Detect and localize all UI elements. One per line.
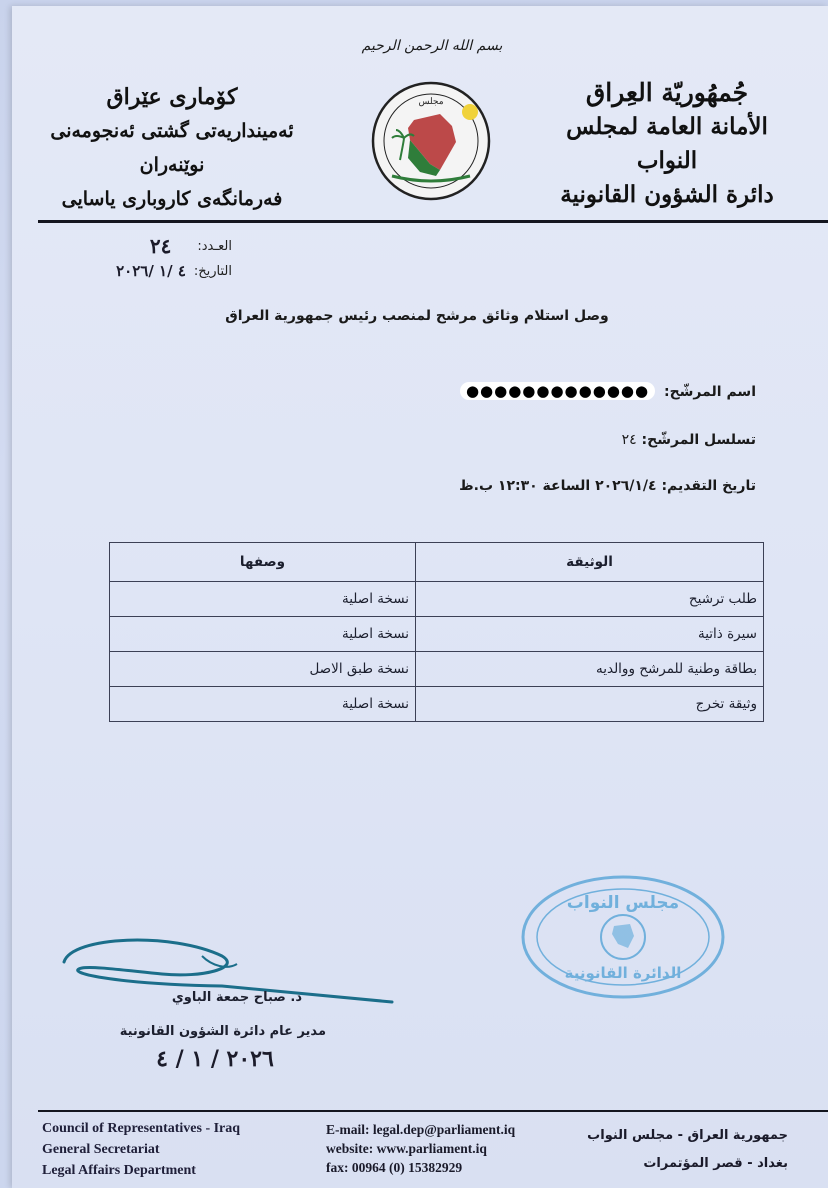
signature-date: ٢٠٢٦ / ١ / ٤ xyxy=(156,1046,274,1072)
candidate-sequence-label: تسلسل المرشّح: xyxy=(641,432,756,448)
table-cell-description: نسخة طبق الاصل xyxy=(110,652,416,687)
submission-date-value: ٢٠٢٦/١/٤ الساعة ١٢:٣٠ ب.ظ xyxy=(459,478,657,494)
arabic-department: دائرة الشؤون القانونية xyxy=(560,181,774,208)
kurdish-department: فەرمانگەی كاروباری یاسایی xyxy=(61,188,283,210)
signatory-title: مدير عام دائرة الشؤون القانونية xyxy=(119,1024,326,1039)
official-stamp-icon xyxy=(520,874,726,1000)
parliament-emblem-icon xyxy=(370,80,492,202)
footer-ar-line: جمهورية العراق - مجلس النواب xyxy=(587,1128,788,1143)
arabic-letterhead xyxy=(542,76,792,212)
number-value: ٢٤ xyxy=(149,234,172,258)
arabic-republic: جُمهُوريّة العِراق xyxy=(585,78,749,107)
table-cell-description: نسخة اصلية xyxy=(110,617,416,652)
footer-contact xyxy=(326,1120,576,1177)
stamp-bottom-text: الدائرة القانونية xyxy=(564,964,682,982)
candidate-name-row xyxy=(156,382,756,400)
svg-text:مجلس: مجلس xyxy=(418,97,444,107)
bismillah: بسم الله الرحمن الرحيم xyxy=(361,38,503,54)
footer-fax: fax: 00964 (0) 15382929 xyxy=(326,1160,463,1175)
submission-date-row xyxy=(156,478,756,494)
date-label: التاريخ: xyxy=(193,263,232,279)
header-divider xyxy=(38,220,828,223)
kurdish-secretariat: ئەمینداریەتی گشتی ئەنجومەنی نوێنەران xyxy=(50,120,294,176)
stamp-top-text: مجلس النواب xyxy=(566,893,680,913)
table-cell-document: طلب ترشيح xyxy=(416,582,764,617)
footer-en-line: Legal Affairs Department xyxy=(42,1163,196,1178)
arabic-secretariat: الأمانة العامة لمجلس النواب xyxy=(566,113,768,174)
document-title: وصل استلام وثائق مرشح لمنصب رئيس جمهورية العراق xyxy=(225,308,609,324)
candidate-sequence-value: ٢٤ xyxy=(621,432,637,448)
table-cell-document: وثيقة تخرج xyxy=(416,687,764,722)
footer-arabic xyxy=(568,1122,788,1178)
kurdish-republic: كۆماری عێراق xyxy=(106,84,238,110)
candidate-name-label: اسم المرشّح: xyxy=(663,384,756,400)
table-header-description: وصفها xyxy=(110,543,416,582)
submission-date-label: تاريخ التقديم: xyxy=(661,478,756,494)
table-row xyxy=(110,617,764,652)
reference-block xyxy=(52,232,232,292)
table-row xyxy=(110,652,764,687)
table-header-row xyxy=(110,543,764,582)
footer-divider xyxy=(38,1110,828,1112)
table-header-document: الوثيقة xyxy=(416,543,764,582)
candidate-name-redacted: ●●●●●●●●●●●●● xyxy=(460,382,655,400)
footer-en-line: General Secretariat xyxy=(42,1142,160,1157)
footer-ar-line: بغداد - قصر المؤتمرات xyxy=(643,1156,788,1171)
table-cell-document: سيرة ذاتية xyxy=(416,617,764,652)
number-label: العـدد: xyxy=(197,238,232,254)
table-row xyxy=(110,582,764,617)
table-cell-description: نسخة اصلية xyxy=(110,582,416,617)
footer-en-line: Council of Representatives - Iraq xyxy=(42,1121,241,1136)
footer-website: website: www.parliament.iq xyxy=(326,1141,487,1156)
documents-table xyxy=(109,542,764,722)
document-page xyxy=(12,6,828,1188)
kurdish-letterhead xyxy=(42,80,302,216)
candidate-sequence-row xyxy=(156,432,756,448)
table-row xyxy=(110,687,764,722)
table-cell-document: بطاقة وطنية للمرشح ووالديه xyxy=(416,652,764,687)
footer-english xyxy=(42,1118,292,1181)
table-cell-description: نسخة اصلية xyxy=(110,687,416,722)
date-value: ٤ /١ /٢٠٢٦ xyxy=(116,262,186,280)
footer-email: E-mail: legal.dep@parliament.iq xyxy=(326,1122,516,1137)
signatory-name: د. صباح جمعة الباوي xyxy=(171,990,302,1005)
